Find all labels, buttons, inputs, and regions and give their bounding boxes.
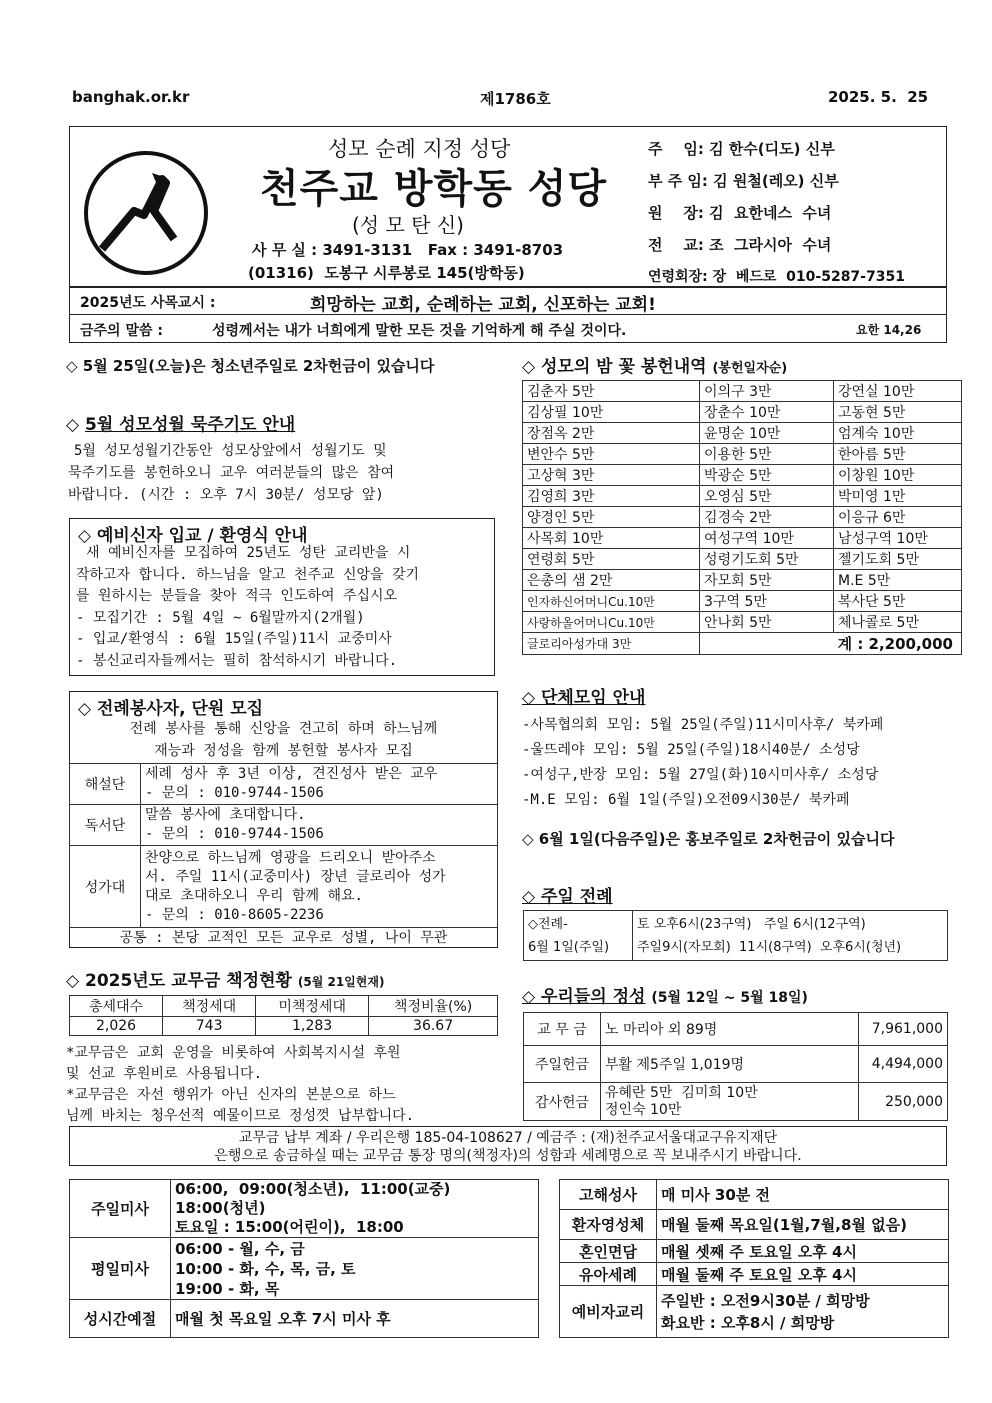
schedule-label: 주일미사 — [70, 1180, 171, 1238]
table-cell: 36.67 — [369, 1017, 498, 1036]
text-line: - 봉신교리자들께서는 필히 참석하시기 바랍니다. — [76, 652, 398, 669]
table-row — [523, 591, 962, 612]
table-row — [523, 465, 962, 486]
table-row — [70, 1238, 539, 1300]
table-cell: 자모회 5만 — [700, 570, 834, 591]
flowers-total: 계 : 2,200,000 — [700, 633, 962, 655]
team-desc: 찬양으로 하느님께 영광을 드리오니 받아주소 서. 주일 11시(교중미사) 장년 글로리아 성가 대로 초대하오니 우리 함께 해요. - 문의 : 010-8605-2236 — [141, 846, 498, 928]
schedule-label: 환자영성체 — [560, 1210, 657, 1240]
schedule-times: 매 미사 30분 전 — [657, 1180, 949, 1210]
schedule-times: 매월 첫 목요일 오후 7시 미사 후 — [171, 1300, 539, 1338]
offering-amount: 7,961,000 — [859, 1013, 948, 1046]
text-line: - 입교/환영식 : 6월 15일(주일)11시 교중미사 — [76, 631, 392, 647]
header-box — [69, 126, 947, 287]
staff-row: 주 임: 김 한수(디도) 신부 — [648, 140, 835, 158]
table-cell: 사랑하올어머니Cu.10만 — [523, 612, 700, 633]
flowers-rows — [523, 381, 962, 633]
table-cell: 김영희 3만 — [523, 486, 700, 507]
table-cell: 글로리아성가대 3만 — [523, 633, 700, 655]
table-cell: 오영심 5만 — [700, 486, 834, 507]
list-item: -울뜨레야 모임: 5월 25일(주일)18시40분/ 소성당 — [522, 742, 860, 758]
table-row — [523, 423, 962, 444]
catechumen-box — [69, 518, 495, 676]
table-row — [523, 402, 962, 423]
text-line: 및 선교 후원비로 사용됩니다. — [66, 1066, 263, 1082]
table-header: 책정세대 — [163, 996, 256, 1017]
table-cell: 체나콜로 5만 — [834, 612, 962, 633]
offering-title: ◇ 우리들의 정성 (5월 12일 ~ 5월 18일) — [522, 987, 808, 1007]
site-url: banghak.or.kr — [72, 88, 190, 106]
text-line: 5월 성모성월기간동안 성모상앞에서 성월기도 및 — [74, 443, 387, 459]
schedule-label: 평일미사 — [70, 1238, 171, 1300]
recruit-title: ◇ 전례봉사자, 단원 모집 — [78, 699, 264, 719]
text-line: *교무금은 자선 행위가 아닌 신자의 본분으로 하느 — [66, 1087, 396, 1103]
schedule-label: 혼인면담 — [560, 1240, 657, 1263]
table-cell: 한아름 5만 — [834, 444, 962, 465]
team-name: 해설단 — [70, 764, 141, 805]
table-cell: 이용한 5만 — [700, 444, 834, 465]
offering-label: 주일헌금 — [524, 1046, 601, 1083]
schedule-label: 유아세례 — [560, 1263, 657, 1286]
table-cell: 안나회 5만 — [700, 612, 834, 633]
text-line: 를 원하시는 분들을 찾아 적극 인도하여 주십시오 — [76, 588, 398, 604]
text-line: - 모집기간 : 5월 4일 ~ 6월말까지(2개월) — [76, 609, 365, 626]
table-cell: 고동현 5만 — [834, 402, 962, 423]
offering-desc: 부활 제5주일 1,019명 — [601, 1046, 859, 1083]
table-cell: 3구역 5만 — [700, 591, 834, 612]
text-line: *교무금은 교회 운영을 비롯하여 사회복지시설 후원 — [66, 1045, 401, 1061]
account-info: 교무금 납부 계좌 / 우리은행 185-04-108627 / 예금주 : (재)천주교서울대교구유지재단 — [238, 1130, 778, 1146]
offering-amount: 4,494,000 — [859, 1046, 948, 1083]
offering-label: 교 무 금 — [524, 1013, 601, 1046]
table-row — [70, 1180, 539, 1238]
table-cell: 남성구역 10만 — [834, 528, 962, 549]
staff-row: 전 교: 조 그라시아 수녀 — [648, 236, 832, 254]
table-header: 미책정세대 — [256, 996, 369, 1017]
schedule-times: 매월 둘째 주 토요일 오후 4시 — [657, 1263, 949, 1286]
issue-date: 2025. 5. 25 — [828, 88, 929, 106]
text-line: 묵주기도를 봉헌하오니 교우 여러분들의 많은 참여 — [68, 465, 395, 481]
motto-banner — [69, 287, 947, 343]
table-cell: 장춘수 10만 — [700, 402, 834, 423]
table-cell: 김춘자 5만 — [523, 381, 700, 402]
table-cell: 양경인 5만 — [523, 507, 700, 528]
issue-number: 제1786호 — [480, 90, 551, 108]
table-row — [560, 1286, 949, 1338]
schedule-times: 06:00 - 월, 수, 금 10:00 - 화, 수, 목, 금, 토 19:00 - 화, 목 — [171, 1238, 539, 1300]
team-desc: 말씀 봉사에 초대합니다. - 문의 : 010-9744-1506 — [141, 805, 498, 846]
table-cell: 인자하신어머니Cu.10만 — [523, 591, 700, 612]
table-cell: 복사단 5만 — [834, 591, 962, 612]
table-row — [70, 996, 498, 1017]
weekly-word: 성령께서는 내가 너희에게 말한 모든 것을 기억하게 해 주실 것이다. — [212, 323, 627, 339]
table-row — [523, 486, 962, 507]
table-cell: 성령기도회 5만 — [700, 549, 834, 570]
text-line: 재능과 정성을 함께 봉헌할 봉사자 모집 — [154, 743, 413, 759]
schedule-label: 예비자교리 — [560, 1286, 657, 1338]
table-row — [523, 633, 962, 655]
table-cell: 강연실 10만 — [834, 381, 962, 402]
table-row — [70, 846, 498, 928]
text-line: 새 예비신자를 모집하여 25년도 성탄 교리반을 시 — [86, 545, 411, 561]
offering-desc: 노 마리아 외 89명 — [601, 1013, 859, 1046]
team-name: 성가대 — [70, 846, 141, 928]
dues-table — [69, 995, 498, 1036]
table-row — [70, 1017, 498, 1036]
recruit-intro — [70, 718, 497, 762]
rosary-body — [68, 440, 394, 506]
flowers-table — [522, 380, 962, 655]
table-header: 총세대수 — [70, 996, 163, 1017]
word-label: 금주의 말씀 : — [80, 323, 163, 339]
table-cell: 여성구역 10만 — [700, 528, 834, 549]
schedule-times: 매월 둘째 목요일(1월,7월,8월 없음) — [657, 1210, 949, 1240]
table-row — [70, 805, 498, 846]
header-subtitle: 성모 순례 지정 성당 — [328, 137, 511, 161]
header-title: 천주교 방학동 성당 — [260, 166, 607, 212]
offering-label: 감사헌금 — [524, 1083, 601, 1121]
table-cell: 장점옥 2만 — [523, 423, 700, 444]
offering-table — [523, 1012, 948, 1121]
schedule-label: 성시간예절 — [70, 1300, 171, 1338]
notice-communication-sunday: ◇ 6월 1일(다음주일)은 홍보주일로 2차헌금이 있습니다 — [522, 830, 895, 848]
table-row — [70, 764, 498, 805]
notice-youth-sunday: ◇ 5월 25일(오늘)은 청소년주일로 2차헌금이 있습니다 — [66, 357, 435, 375]
staff-row: 연령회장: 장 베드로 010-5287-7351 — [648, 269, 905, 285]
word-reference: 요한 14,26 — [856, 323, 922, 337]
table-cell: 젤기도회 5만 — [834, 549, 962, 570]
mass-schedule-table — [69, 1179, 539, 1338]
catechumen-body — [76, 543, 419, 672]
address: (01316) 도봉구 시루봉로 145(방학동) — [248, 264, 525, 282]
sunday-liturgy-title: ◇ 주일 전례 — [522, 887, 613, 907]
liturgy-date: ◇전례- 6월 1일(주일) — [524, 911, 633, 961]
table-cell: 2,026 — [70, 1017, 163, 1036]
groups-title: ◇ 단체모임 안내 — [522, 688, 646, 708]
dues-notes — [66, 1043, 414, 1127]
schedule-times: 주일반 : 오전9시30분 / 희망방 화요반 : 오후8시 / 희망방 — [657, 1286, 949, 1338]
schedule-times: 06:00, 09:00(청소년), 11:00(교중) 18:00(청년) 토요일 : 15:00(어린이), 18:00 — [171, 1180, 539, 1238]
account-note: 은행으로 송금하실 때는 교무금 통장 명의(책정자)의 성함과 세례명으로 꼭 보내주시기 바랍니다. — [214, 1148, 802, 1164]
table-row — [560, 1210, 949, 1240]
table-cell: 743 — [163, 1017, 256, 1036]
table-row — [523, 612, 962, 633]
table-row — [560, 1240, 949, 1263]
table-row — [524, 1083, 948, 1121]
table-row — [523, 549, 962, 570]
table-cell: 고상혁 3만 — [523, 465, 700, 486]
table-cell: 연령회 5만 — [523, 549, 700, 570]
table-row — [560, 1263, 949, 1286]
table-row — [523, 570, 962, 591]
table-row — [560, 1180, 949, 1210]
table-cell: 엄계숙 10만 — [834, 423, 962, 444]
table-cell: 사목회 10만 — [523, 528, 700, 549]
table-cell: 이창원 10만 — [834, 465, 962, 486]
list-item: -여성구,반장 모임: 5월 27일(화)10시미사후/ 소성당 — [522, 767, 879, 783]
flowers-title: ◇ 성모의 밤 꽃 봉헌내역 (봉헌일자순) — [522, 357, 788, 377]
catechumen-title: ◇ 예비신자 입교 / 환영식 안내 — [78, 526, 308, 546]
dues-title: ◇ 2025년도 교무금 책정현황 (5월 21일현재) — [66, 971, 385, 991]
table-row — [523, 507, 962, 528]
account-box — [69, 1126, 947, 1166]
staff-row: 원 장: 김 요한네스 수녀 — [648, 204, 832, 222]
table-cell: 변안수 5만 — [523, 444, 700, 465]
table-row — [523, 528, 962, 549]
text-line: 작하고자 합니다. 하느님을 알고 천주교 신앙을 갖기 — [76, 566, 420, 583]
table-cell: 1,283 — [256, 1017, 369, 1036]
offering-desc: 유혜란 5만 김미희 10만 정인숙 10만 — [601, 1083, 859, 1121]
recruit-footer: 공통 : 본당 교적인 모든 교우로 성별, 나이 무관 — [119, 930, 448, 946]
recruit-table — [69, 763, 498, 928]
table-cell: 김경숙 2만 — [700, 507, 834, 528]
table-cell: 은총의 샘 2만 — [523, 570, 700, 591]
goal-label: 2025년도 사목교시 : — [80, 295, 216, 311]
groups-list — [522, 713, 883, 813]
team-name: 독서단 — [70, 805, 141, 846]
table-row — [524, 1046, 948, 1083]
table-cell: 윤명순 10만 — [700, 423, 834, 444]
offering-amount: 250,000 — [859, 1083, 948, 1121]
church-logo — [74, 149, 214, 279]
table-cell: 박광순 5만 — [700, 465, 834, 486]
liturgy-recruit-box — [69, 691, 498, 948]
team-desc: 세례 성사 후 3년 이상, 견진성사 받은 교우 - 문의 : 010-9744-1506 — [141, 764, 498, 805]
sacrament-schedule-table — [559, 1179, 949, 1338]
table-header: 책정비율(%) — [369, 996, 498, 1017]
table-cell: 박미영 1만 — [834, 486, 962, 507]
sunday-liturgy-table — [523, 910, 948, 961]
schedule-label: 고해성사 — [560, 1180, 657, 1210]
text-line: 전례 봉사를 통해 신앙을 견고히 하며 하느님께 — [129, 721, 438, 737]
staff-list — [648, 133, 905, 293]
table-row — [524, 911, 948, 961]
table-cell: M.E 5만 — [834, 570, 962, 591]
table-cell: 이의구 3만 — [700, 381, 834, 402]
list-item: -M.E 모임: 6월 1일(주일)오전09시30분/ 북카페 — [522, 792, 850, 808]
text-line: 님께 바치는 청우선적 예물이므로 정성껏 납부합니다. — [66, 1108, 415, 1124]
table-row — [523, 444, 962, 465]
pastoral-goal: 희망하는 교회, 순례하는 교회, 신포하는 교회! — [310, 295, 656, 315]
table-cell: 김상필 10만 — [523, 402, 700, 423]
rosary-title: ◇ 5월 성모성월 묵주기도 안내 — [66, 415, 296, 435]
schedule-times: 매월 셋째 주 토요일 오후 4시 — [657, 1240, 949, 1263]
list-item: -사목협의회 모임: 5월 25일(주일)11시미사후/ 북카페 — [522, 717, 884, 733]
table-row — [524, 1013, 948, 1046]
staff-row: 부 주 임: 김 원철(레오) 신부 — [648, 172, 839, 190]
table-cell: 이응규 6만 — [834, 507, 962, 528]
table-row — [70, 1300, 539, 1338]
text-line: 바랍니다. (시간 : 오후 7시 30분/ 성모당 앞) — [68, 487, 384, 503]
table-row — [523, 381, 962, 402]
liturgy-assignments: 토 오후6시(23구역) 주일 6시(12구역) 주일9시(자모회) 11시(8구역) 오후6시(청년) — [633, 911, 948, 961]
office-phone: 사 무 실 : 3491-3131 Fax : 3491-8703 — [252, 241, 564, 259]
header-patron: (성 모 탄 신) — [352, 213, 464, 237]
